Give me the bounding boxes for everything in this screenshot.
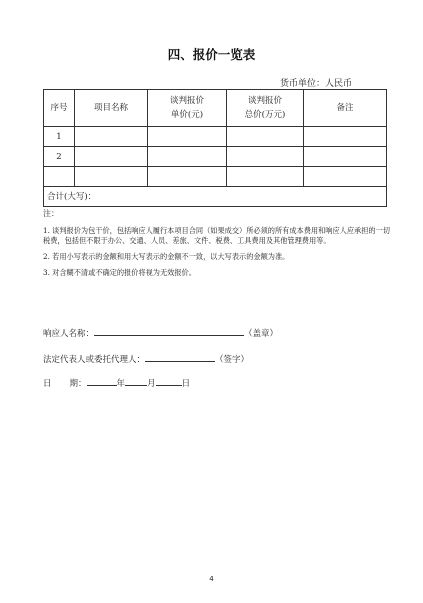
table-row [44,127,387,147]
respondent-name-row [43,325,278,339]
cell-item-name [75,167,148,187]
date-row [43,375,190,389]
header-seq: 序号 [44,90,75,127]
seal-note: （盖章） [244,329,279,339]
table-header-row [44,90,387,127]
cell-seq: 2 [44,147,75,167]
cell-unit-price [148,167,227,187]
currency-unit-label: 货币单位：人民币 [279,79,352,89]
cell-total-price [227,167,304,187]
header-unit-price-line2: 单价(元) [170,110,204,120]
representative-row [43,351,249,365]
quotation-table [43,89,387,207]
header-item-name: 项目名称 [75,90,148,127]
month-label: 月 [147,379,156,389]
representative-signature-field[interactable] [145,351,215,362]
notes-title: 注： [43,209,59,218]
header-remark: 备注 [304,90,387,127]
table-row [44,147,387,167]
table-row [44,167,387,187]
header-unit-price [148,90,227,127]
header-total-price [227,90,304,127]
date-label-char1: 日 [43,379,52,389]
note-item: 1. 谈判报价为包干价，包括响应人履行本项目合同（如果成交）所必须的所有成本费用和响应人应承担的一切税费，包括但不限于办公、交通、人员、差旅、文件、税费、工具费用及其他管理费用等。 [43,226,390,245]
month-field[interactable] [125,375,147,386]
table-total-row [44,187,387,207]
respondent-name-label: 响应人名称： [43,329,95,339]
page-title: 四、报价一览表 [167,47,256,62]
cell-seq: 1 [44,127,75,147]
total-amount-label: 合计(大写)： [44,187,387,207]
year-field[interactable] [87,375,117,386]
page-number: 4 [209,575,214,583]
note-item: 3. 对含糊不清或不确定的报价将视为无效报价。 [43,268,196,277]
header-total-price-line2: 总价(万元) [244,110,286,120]
date-label-char2: 期： [69,379,87,389]
signature-note: （签字） [215,355,250,365]
year-label: 年 [116,379,126,389]
respondent-name-field[interactable] [94,325,244,336]
cell-unit-price [148,147,227,167]
cell-remark [304,147,387,167]
day-label: 日 [181,379,191,389]
cell-total-price [227,147,304,167]
representative-label: 法定代表人或委托代理人： [43,355,146,365]
cell-item-name [75,127,148,147]
cell-unit-price [148,127,227,147]
cell-item-name [75,147,148,167]
cell-remark [304,127,387,147]
header-total-price-line1: 谈判报价 [247,96,282,106]
note-item: 2. 若用小写表示的金额和用大写表示的金额不一致，以大写表示的金额为准。 [43,252,290,261]
notes-section [43,209,393,284]
day-field[interactable] [156,375,182,386]
cell-total-price [227,127,304,147]
cell-remark [304,167,387,187]
cell-seq [44,167,75,187]
header-unit-price-line1: 谈判报价 [169,96,204,106]
